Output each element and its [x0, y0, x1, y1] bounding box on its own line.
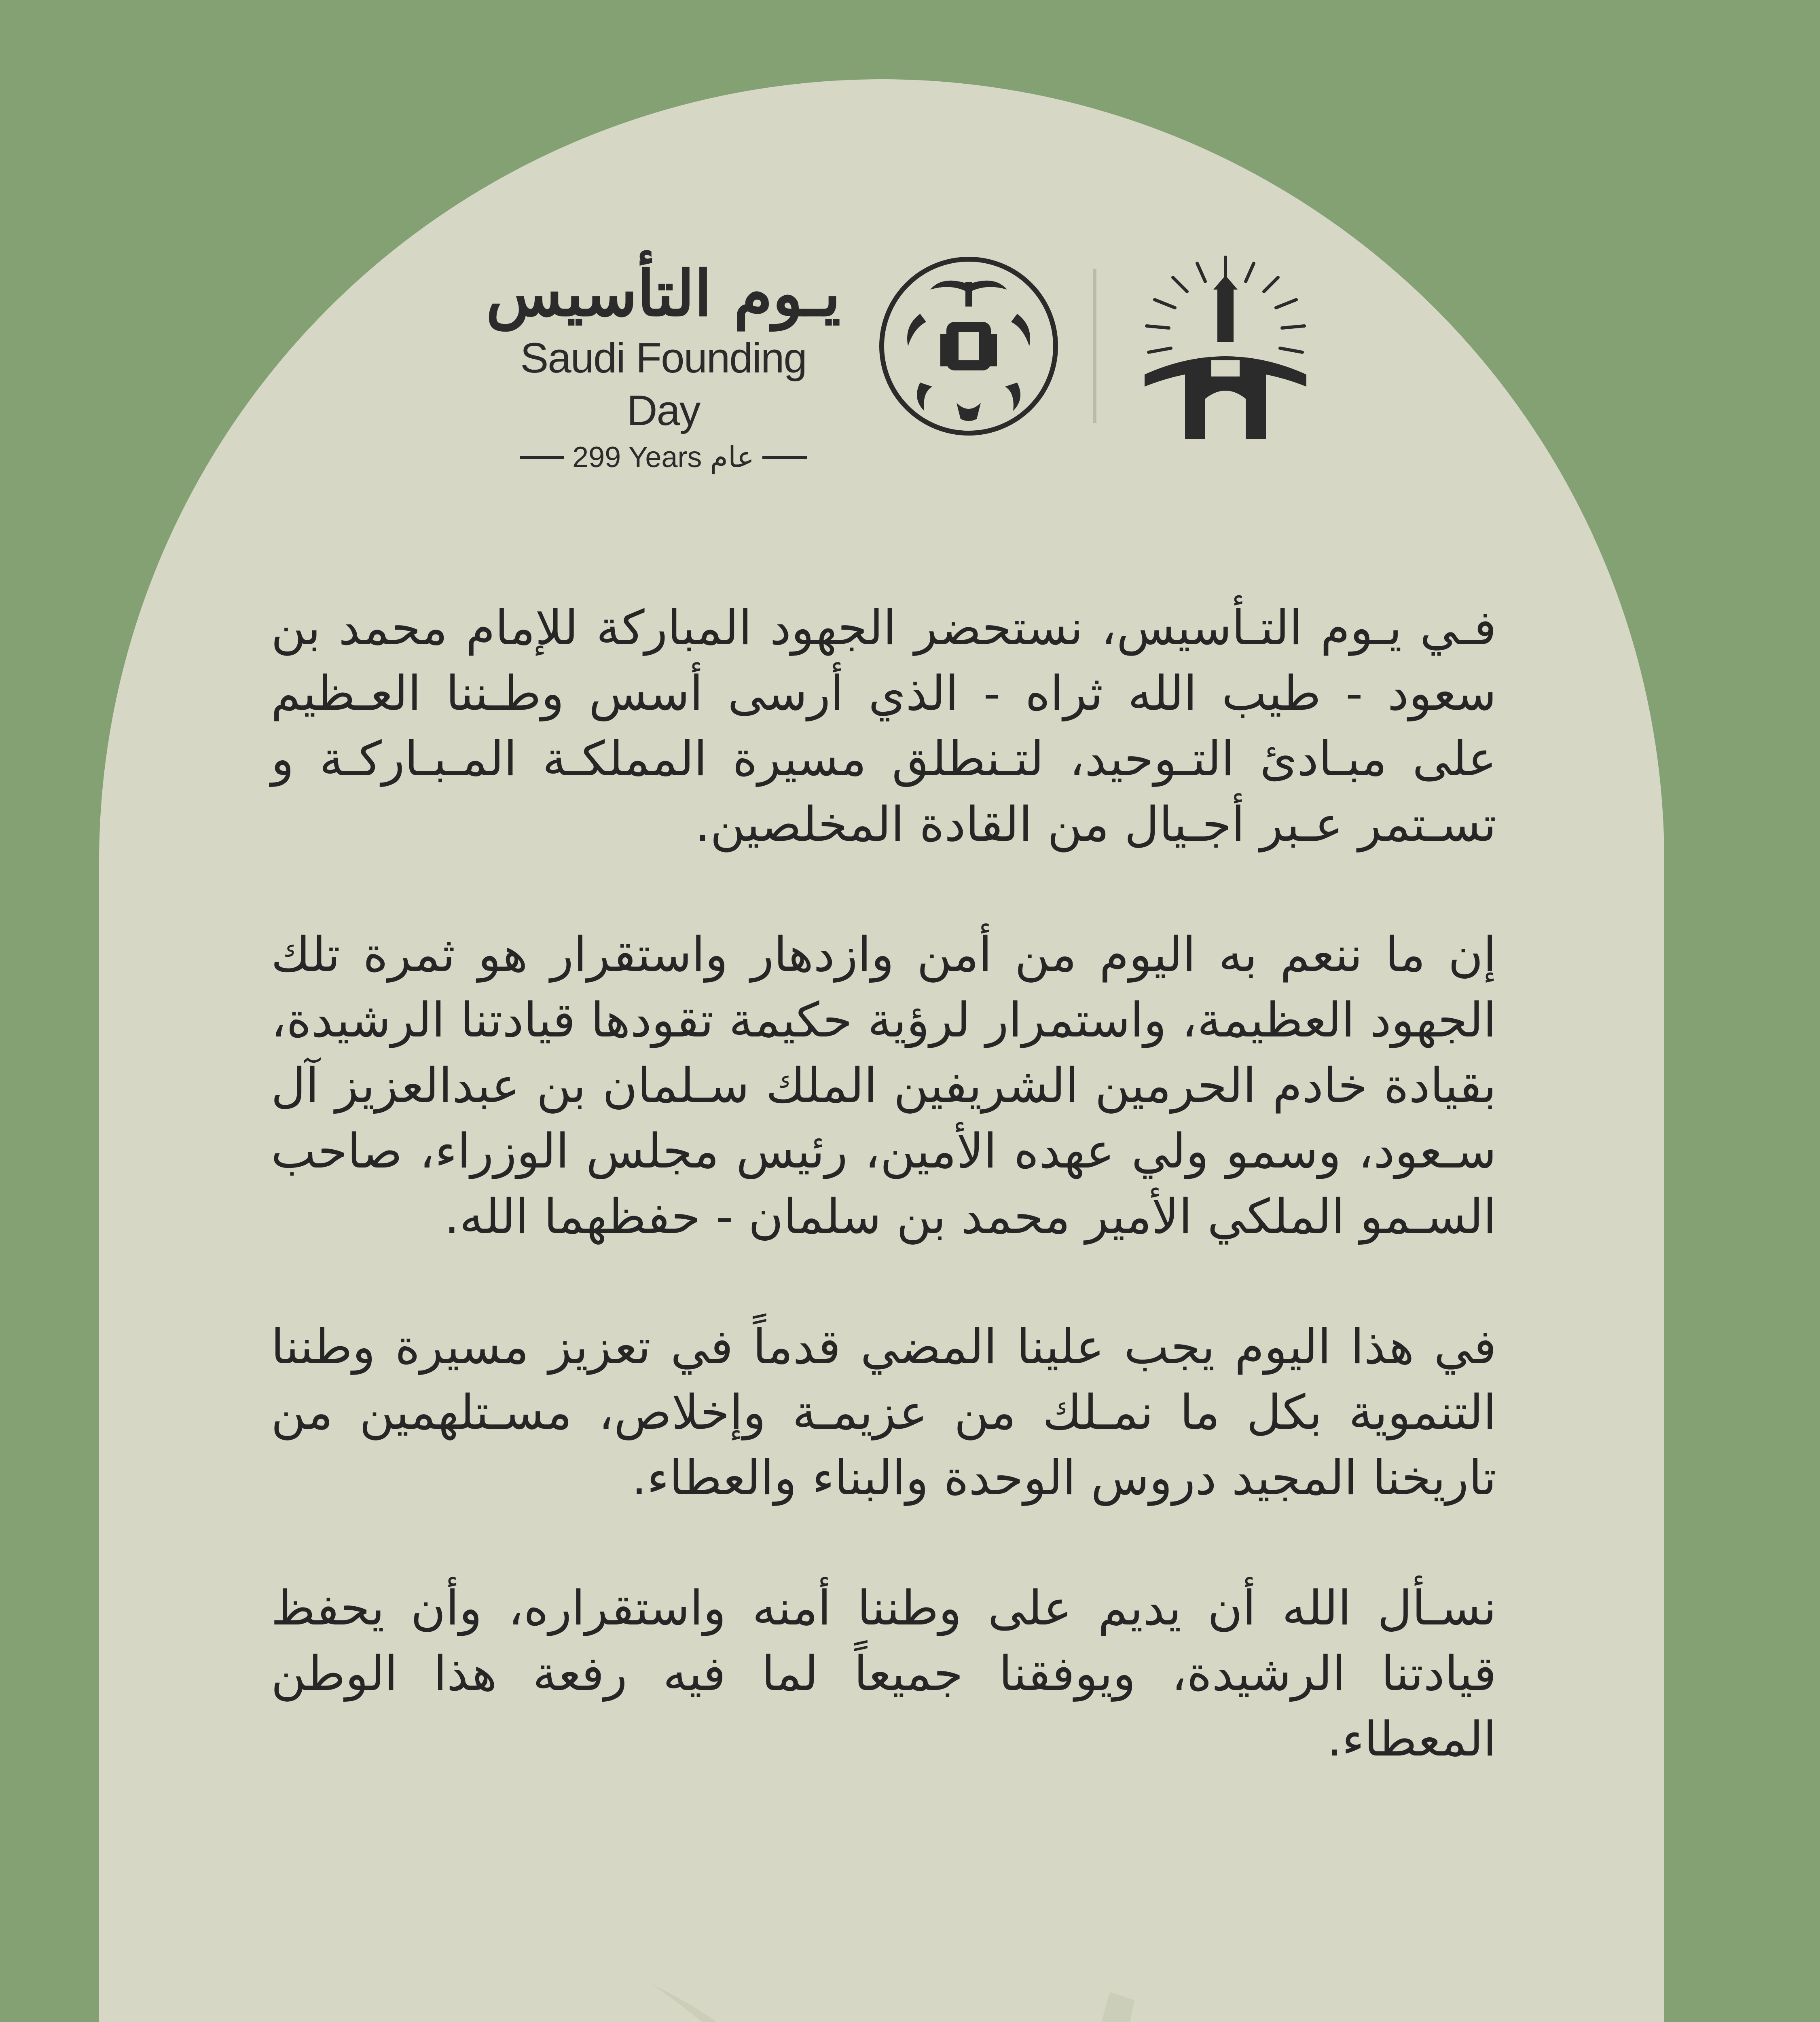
founding-title-ar: يـوم التأسيس: [486, 256, 841, 330]
years-dash-left: [520, 456, 564, 459]
paragraph-1: فـي يـوم التـأسيس، نستحضر الجهود المباركة للإمام محمد بن سعود - طيب الله ثراه - الذي أرسى أسس وطـننا العـظيم على مبـادئ التـوحيد، لتـنطلق مسيرة المملكـة المـبـاركـة و تسـتمر عـبر أجـيال من القادة المخلصين.: [271, 600, 1496, 852]
years-dash-right: [762, 456, 807, 459]
paragraph-2: إن ما ننعم به اليوم من أمن وازدهار واستقرار هو ثمرة تلك الجهود العظيمة، واستمرار لرؤية حكيمة تقودها قيادتنا الرشيدة، بقيادة خادم الحرمين الشريفين الملك سـلمان بن عبدالعزيز آل سـعود، وسمو ولي عهده الأمين، رئيس مجلس الوزراء، صاحب السـمو الملكي الأمير محمد بن سلمان - حفظهما الله.: [271, 926, 1496, 1244]
founding-years-line: [479, 437, 847, 478]
founding-day-wordmark: [479, 255, 847, 474]
founding-day-emblem-icon: [876, 253, 1062, 439]
logo-divider: [1093, 269, 1096, 423]
arch-panel: [99, 79, 1664, 2022]
paragraph-3: في هذا اليوم يجب علينا المضي قدماً في تعزيز مسيرة وطننا التنموية بكل ما نمـلك من عزيمـة وإخلاص، مسـتلهمين من تاريخنا المجيد دروس الوحدة والبناء والعطاء.: [271, 1319, 1496, 1506]
founding-years: 299 Years عام: [572, 441, 754, 474]
iu-university-icon: [1136, 253, 1314, 443]
message-body: [271, 595, 1496, 1836]
paragraph-4: نسـأل الله أن يديم على وطننا أمنه واستقراره، وأن يحفظ قيادتنا الرشيدة، ويوفقنا جميعاً لما فيه رفعة هذا الوطن المعطاء.: [271, 1580, 1496, 1767]
founding-title-en: Saudi Founding Day: [520, 334, 806, 434]
header-logos: [99, 253, 1664, 480]
